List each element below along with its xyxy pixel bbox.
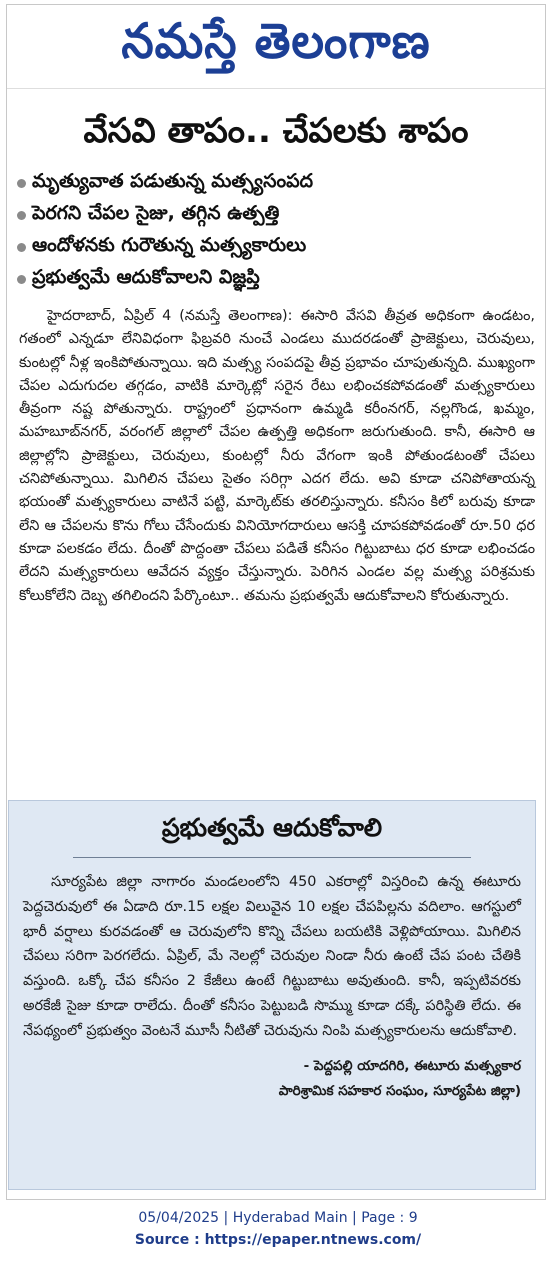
sidebar-box <box>8 800 536 1190</box>
bullet-icon <box>17 179 26 188</box>
article-headline: వేసవి తాపం.. చేపలకు శాపం <box>83 111 469 151</box>
source-link[interactable]: Source : https://epaper.ntnews.com/ <box>134 1232 422 1248</box>
masthead-title: నమస్తే తెలంగాణ <box>121 11 431 69</box>
bullet-list <box>7 167 545 295</box>
page-footer <box>0 1207 556 1251</box>
bullet-item <box>17 231 537 263</box>
box-paragraph: సూర్యపేట జిల్లా నాగారం మండలంలోని 450 ఎకరాల్లో విస్తరించి ఉన్న ఈటూరు పెద్దచెరువులో ఈ ఏడాది రూ.15 లక్షల విలువైన 10 లక్షల చేపపిల్లను వదిలాం. ఆగస్టులో భారీ వర్షాలు కురవడంతో ఆ చెరువులోని కొన్ని చేపలు బయటికి వెళ్లిపోయాయి. మిగిలిన చేపలు సరిగా పెరగలేదు. ఏప్రిల్, మే నెలల్లో చెరువుల నిండా నీరు ఉంటే చేప పంట చేతికి వస్తుంది. ఒక్కో చేప కనీసం 2 కేజీలు ఉంటే గిట్టుబాటు అవుతుంది. కానీ, ఇప్పటివరకు అరకేజీ సైజు కూడా రాలేదు. దీంతో కనీసం పెట్టుబడి సొమ్ము కూడా దక్కే పరిస్థితి లేదు. ఈ నేపథ్యంలో ప్రభుత్వం వెంటనే మూసీ నీటితో చెరువును నింపి మత్స్యకారులను ఆదుకోవాలి. <box>23 874 521 1039</box>
bullet-text: పెరగని చేపల సైజు, తగ్గిన ఉత్పత్తి <box>32 201 280 224</box>
bullet-item <box>17 263 537 295</box>
edition-info: 05/04/2025 | Hyderabad Main | Page : 9 <box>138 1210 418 1226</box>
bullet-text: ప్రభుత్వమే ఆదుకోవాలని విజ్ఞప్తి <box>32 265 260 288</box>
bullet-item <box>17 167 537 199</box>
masthead <box>7 5 545 89</box>
bullet-icon <box>17 211 26 220</box>
signature-line-1: - పెద్దపల్లి యాదగిరి, ఈటూరు మత్స్యకార <box>303 1057 521 1074</box>
article-paragraph: హైదరాబాద్, ఏప్రిల్ 4 (నమస్తే తెలంగాణ): ఈసారి వేసవి తీవ్రత అధికంగా ఉండటం, గతంలో ఎన్నడూ లేనివిధంగా ఫిబ్రవరి నుంచే ఎండలు ముదరడంతో ప్రాజెక్టులు, చెరువులు, కుంటల్లో నీళ్ల ఇంకిపోతున్నాయి. ఇది మత్స్య సంపదపై తీవ్ర ప్రభావం చూపుతున్నది. ముఖ్యంగా చేపల ఎదుగుదల తగ్గడం, వాటికి మార్కెట్లో సరైన రేటు లభించకపోవడంతో మత్స్యకారులు తీవ్రంగా నష్ట పోతున్నారు. రాష్ట్రంలో ప్రధానంగా ఉమ్మడి కరీంనగర్, నల్లగొండ, ఖమ్మం, మహబూబ్‌నగర్, వరంగల్ జిల్లాలో చేపల ఉత్పత్తి అధికంగా జరుగుతుంది. కానీ, ఈసారి ఆ జిల్లాల్లోని ప్రాజెక్టులు, చెరువులు, కుంటల్లో నీరు వేగంగా ఇంకి పోతుండటంతో చేపలు చనిపోతున్నాయి. మిగిలిన చేపలు సైతం సరిగ్గా ఎదగ లేదు. అవి కూడా చనిపోతాయన్న భయంతో మత్స్యకారులు వాటినే పట్టి, మార్కెట్‌కు తరలిస్తున్నారు. కనీసం కిలో బరువు కూడా లేని ఆ చేపలను కొను గోలు చేసేందుకు వినియోగదారులు ఆసక్తి చూపకపోవడంతో రూ.50 ధర కూడా పలకడం లేదు. దీంతో పొద్దంతా చేపలు పడితే కనీసం గిట్టుబాటు ధర కూడా లభించడం లేదని మత్స్యకారులు ఆవేదన వ్యక్తం చేస్తున్నారు. పెరిగిన ఎండల వల్ల మత్స్య పరిశ్రమకు కోలుకోలేని దెబ్బ తగిలిందని పేర్కొంటూ.. తమను ప్రభుత్వమే ఆదుకోవాలని కోరుతున్నారు. <box>19 308 535 604</box>
box-body <box>23 870 521 1044</box>
signature-line-2: పారిశ్రామిక సహకార సంఘం, సూర్యపేట జిల్లా) <box>278 1082 521 1099</box>
bullet-item <box>17 199 537 231</box>
bullet-icon <box>17 243 26 252</box>
box-signature <box>23 1054 521 1104</box>
article-body <box>7 295 545 608</box>
bullet-icon <box>17 275 26 284</box>
box-title: ప్రభుత్వమే ఆదుకోవాలి <box>73 813 471 858</box>
bullet-text: మృత్యువాత పడుతున్న మత్స్యసంపద <box>32 169 313 192</box>
bullet-text: ఆందోళనకు గురౌతున్న మత్స్యకారులు <box>32 233 307 256</box>
